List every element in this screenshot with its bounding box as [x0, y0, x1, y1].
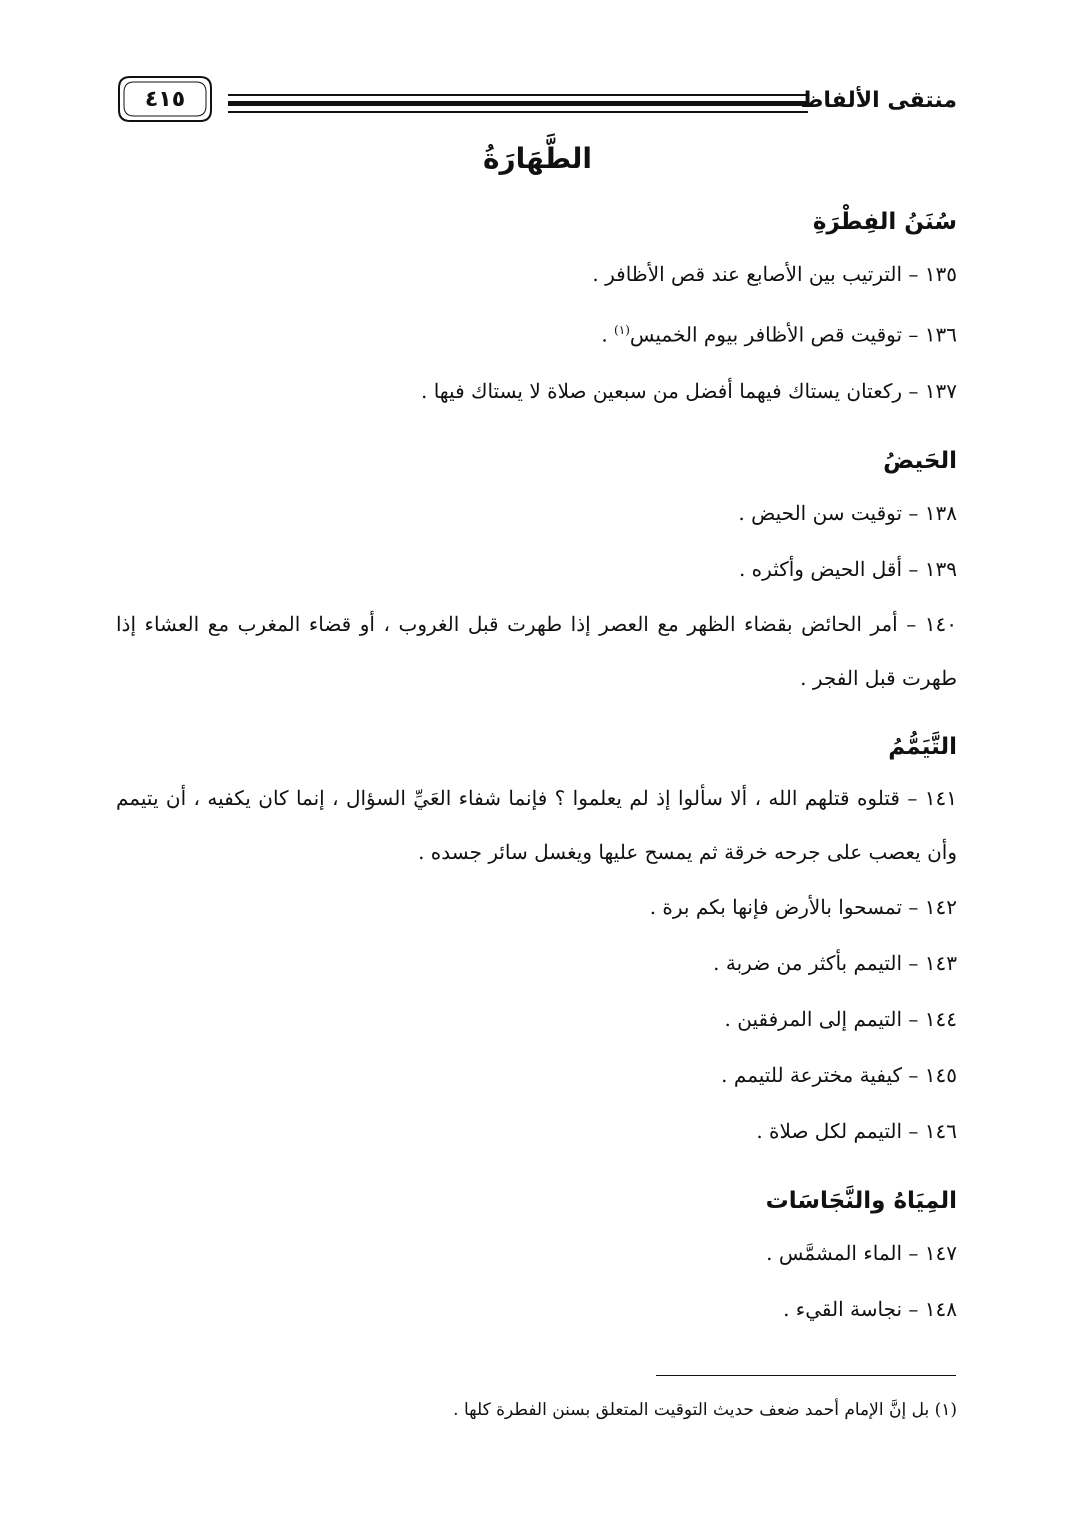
list-item: ١٣٧ – ركعتان يستاك فيهما أفضل من سبعين صلاة لا يستاك فيها .	[421, 378, 957, 403]
list-item-tail: .	[601, 322, 615, 347]
list-item: ١٤٤ – التيمم إلى المرفقين .	[724, 1006, 957, 1031]
list-item: ١٣٩ – أقل الحيض وأكثره .	[738, 556, 957, 581]
list-item-text: ١٣٦ – توقيت قص الأظافر بيوم الخميس	[629, 322, 957, 347]
header-rule	[228, 94, 808, 116]
list-item: ١٤٥ – كيفية مخترعة للتيمم .	[721, 1062, 957, 1087]
section-heading-fitra: سُنَنُ الفِطْرَةِ	[812, 209, 957, 235]
running-head: منتقى الألفاظ	[800, 88, 957, 113]
list-item: ١٣٨ – توقيت سن الحيض .	[738, 500, 957, 525]
list-item	[116, 302, 957, 363]
section-heading-water: المِيَاهُ والنَّجَاسَات	[765, 1187, 957, 1214]
list-item: ١٤٢ – تمسحوا بالأرض فإنها بكم برة .	[649, 894, 957, 919]
list-item: ١٣٥ – الترتيب بين الأصابع عند قص الأظافر .	[592, 262, 957, 286]
list-item: ١٤٨ – نجاسة القيء .	[783, 1296, 957, 1321]
list-item: ١٤٣ – التيمم بأكثر من ضربة .	[713, 950, 957, 975]
chapter-title: الطَّهَارَةُ	[482, 142, 593, 175]
page-number-frame	[116, 74, 214, 124]
section-heading-tayammum: التَّيَمُّمُ	[888, 733, 957, 760]
list-item: ١٤٧ – الماء المشمَّس .	[766, 1240, 957, 1265]
list-item: ١٤١ – قتلوه قتلهم الله ، ألا سألوا إذ لم يعلموا ؟ فإنما شفاء العَيِّ السؤال ، إنما كان يكفيه ، أن يتيمم وأن يعصب على جرحه خرقة ثم يمسح عليها ويغسل سائر جسده .	[116, 785, 957, 864]
footnote-divider	[656, 1375, 956, 1376]
footnote-marker[interactable]: (١)	[614, 323, 630, 337]
main-content	[116, 198, 957, 1337]
list-item: ١٤٠ – أمر الحائض بقضاء الظهر مع العصر إذا طهرت قبل الغروب ، أو قضاء المغرب مع العشاء إذا طهرت قبل الفجر .	[116, 611, 957, 690]
footnote: (١) بل إنَّ الإمام أحمد ضعف حديث التوقيت المتعلق بسنن الفطرة كلها .	[453, 1400, 957, 1420]
page-number: ٤١٥	[144, 87, 186, 112]
list-item: ١٤٦ – التيمم لكل صلاة .	[756, 1118, 957, 1143]
section-heading-hayd: الحَيضُ	[883, 447, 957, 474]
